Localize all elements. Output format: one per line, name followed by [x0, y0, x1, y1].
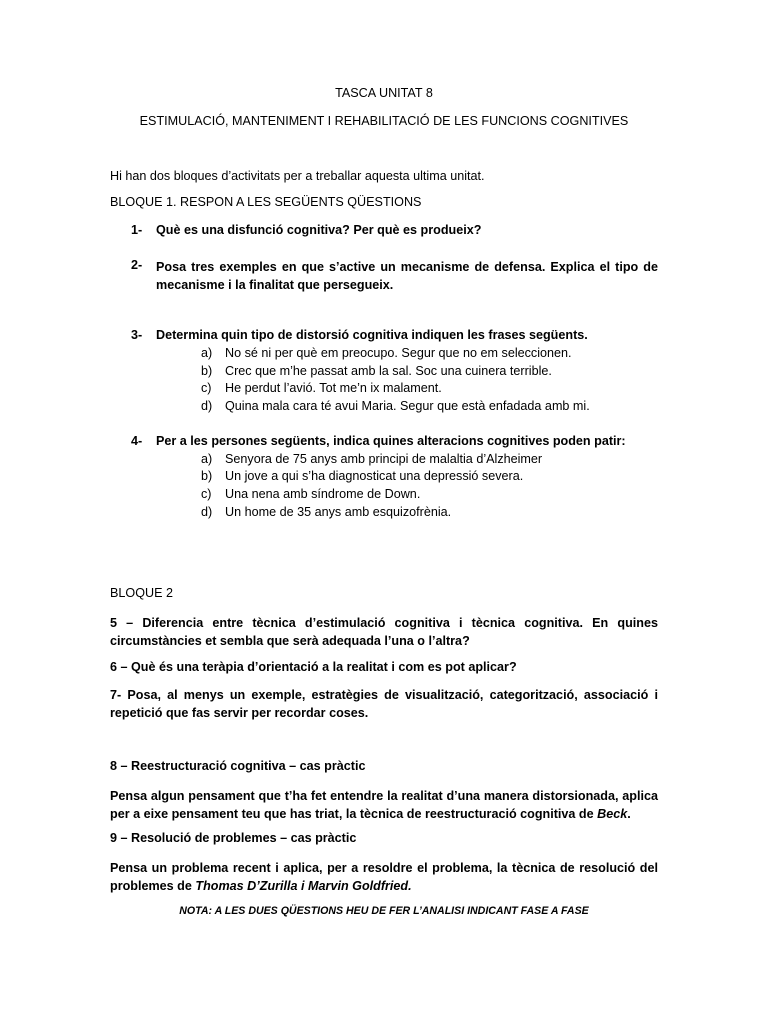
question-4-item-letter: c): [201, 487, 212, 501]
question-1-number: 1-: [131, 223, 143, 237]
document-title: TASCA UNITAT 8: [335, 86, 433, 100]
question-4-item: Senyora de 75 anys amb principi de malaltia d’Alzheimer: [225, 452, 543, 466]
question-7-text: 7- Posa, al menys un exemple, estratègies de visualització, categorització, associació i repetició que fas servir per recordar coses.: [110, 688, 658, 720]
question-3-item-letter: d): [201, 399, 213, 413]
block2-heading: BLOQUE 2: [110, 586, 173, 600]
document-subtitle: ESTIMULACIÓ, MANTENIMENT I REHABILITACIÓ DE LES FUNCIONS COGNITIVES: [139, 114, 629, 128]
question-3-item: No sé ni per què em preocupo. Segur que no em seleccionen.: [225, 346, 572, 360]
question-9-title: 9 – Resolució de problemes – cas pràctic: [110, 831, 357, 845]
question-8-body: Pensa algun pensament que t’ha fet entendre la realitat d’una manera distorsionada, aplica per a eixe pensament teu que has triat, la tècnica de reestructuració cognitiva de: [110, 789, 658, 821]
question-9-text: [110, 859, 658, 895]
question-9-authors: Thomas D’Zurilla i Marvin Goldfried.: [195, 879, 412, 893]
question-9-body: Pensa un problema recent i aplica, per a resoldre el problema, la tècnica de resolució del problemes de: [110, 861, 658, 893]
question-3-item-letter: c): [201, 381, 212, 395]
question-3-item: Crec que m’he passat amb la sal. Soc una cuinera terrible.: [225, 364, 552, 378]
question-3-item: He perdut l’avió. Tot me’n ix malament.: [225, 381, 442, 395]
question-8-end: .: [627, 807, 631, 821]
question-4-item-letter: d): [201, 505, 213, 519]
question-3-item: Quina mala cara té avui Maria. Segur que està enfadada amb mi.: [225, 399, 590, 413]
note-text: NOTA: A LES DUES QÜESTIONS HEU DE FER L’ANALISI INDICANT FASE A FASE: [179, 905, 589, 917]
question-6-text: 6 – Què és una teràpia d’orientació a la realitat i com es pot aplicar?: [110, 660, 517, 674]
question-4-item: Una nena amb síndrome de Down.: [225, 487, 421, 501]
question-3-item-letter: a): [201, 346, 213, 360]
intro-text: Hi han dos bloques d’activitats per a treballar aquesta ultima unitat.: [110, 169, 485, 183]
question-5-text: 5 – Diferencia entre tècnica d’estimulació cognitiva i tècnica cognitiva. En quines circumstàncies et sembla que serà adequada l’una o l’altra?: [110, 616, 658, 648]
question-8-title: 8 – Reestructuració cognitiva – cas pràctic: [110, 759, 366, 773]
question-4-item: Un jove a qui s’ha diagnosticat una depressió severa.: [225, 469, 524, 483]
question-2-number: 2-: [131, 258, 143, 272]
question-4-item: Un home de 35 anys amb esquizofrènia.: [225, 505, 452, 519]
question-3-text: Determina quin tipo de distorsió cognitiva indiquen les frases següents.: [156, 328, 588, 342]
block1-heading: BLOQUE 1. RESPON A LES SEGÜENTS QÜESTIONS: [110, 195, 422, 209]
question-8-text: [110, 787, 658, 823]
question-4-item-letter: a): [201, 452, 213, 466]
question-3-number: 3-: [131, 328, 143, 342]
question-4-item-letter: b): [201, 469, 213, 483]
question-2-text: Posa tres exemples en que s’active un mecanisme de defensa. Explica el tipo de mecanisme i la finalitat que persegueix.: [156, 260, 658, 292]
question-3-item-letter: b): [201, 364, 213, 378]
question-4-text: Per a les persones següents, indica quines alteracions cognitives poden patir:: [156, 434, 626, 448]
question-8-author: Beck: [597, 807, 628, 821]
question-4-number: 4-: [131, 434, 143, 448]
question-1-text: Què es una disfunció cognitiva? Per què es produeix?: [156, 223, 482, 237]
